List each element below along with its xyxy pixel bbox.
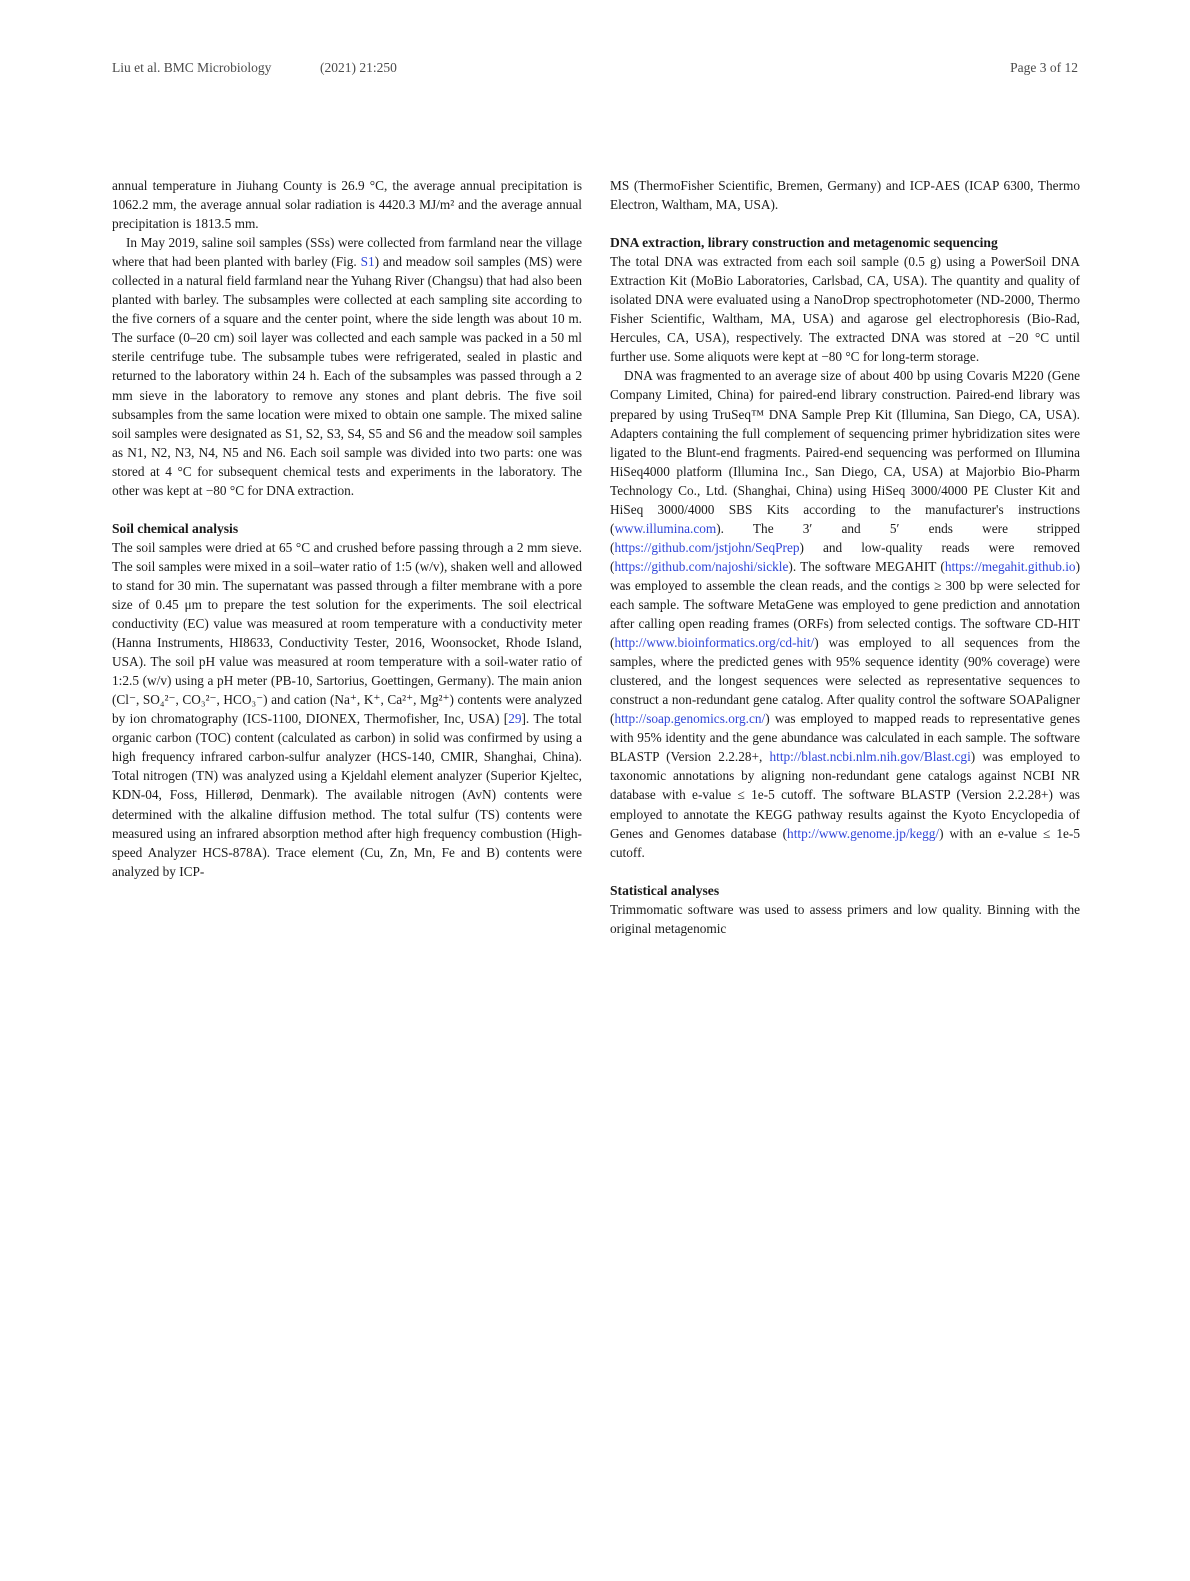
url-link[interactable]: https://github.com/najoshi/sickle: [614, 558, 789, 574]
text-run: ). The 3′ and 5′ ends were stripped (: [610, 520, 1080, 555]
paragraph: Trimmomatic software was used to assess primers and low quality. Binning with the original metagenomic: [610, 901, 1080, 936]
paragraph: [112, 233, 582, 500]
url-link[interactable]: http://www.bioinformatics.org/cd-hit/: [614, 635, 815, 651]
url-link[interactable]: www.illumina.com: [614, 520, 717, 536]
paragraph: [610, 366, 1080, 861]
url-link[interactable]: https://megahit.github.io: [944, 558, 1076, 574]
section-gap: [610, 214, 1080, 233]
reference-link[interactable]: 29: [508, 711, 522, 727]
section-heading: Statistical analyses: [610, 882, 720, 898]
article-volume: (2021) 21:250: [320, 60, 397, 75]
url-link[interactable]: http://www.genome.jp/kegg/: [787, 825, 940, 841]
text-run: ) was employed to all sequences from the samples, where the predicted genes with 95% sequence identity (90% coverage) were clustered, and the longest sequences were selected as representative sequences to construct a non-redundant gene catalog. After quality control the software SOAPaligner (: [610, 635, 1080, 727]
text-run: ]. The total organic carbon (TOC) content (calculated as carbon) in solid was confirmed by using a high frequency infrared carbon-sulfur analyzer (HCS-140, CMIR, Shanghai, China). Total nitrogen (TN) was analyzed using a Kjeldahl element analyzer (Superior Kjeltec, KDN-04, Foss, Hillerød, Denmark). The available nitrogen (AvN) contents were determined with the alkaline diffusion method. The total sulfur (TS) contents were measured using an infrared absorption method after high frequency combustion (High-speed Analyzer HCS-878A). Trace element (Cu, Zn, Mn, Fe and B) contents were analyzed by ICP-: [112, 711, 583, 879]
text-run: ) and low-quality reads were removed (: [610, 539, 1080, 574]
supplementary-figure-link[interactable]: S1: [360, 254, 375, 270]
text-run: ) with an e-value ≤ 1e-5 cutoff.: [610, 825, 1080, 860]
right-column: [610, 176, 1080, 938]
paragraph: [112, 538, 582, 881]
text-run: ) and meadow soil samples (MS) were collected in a natural field farmland near the Yuhang River (Changsu) that had also been planted with barley. The subsamples were collected at each sampling site according to the five corners of a square and the center point, where the side length was about 10 m. The surface (0–20 cm) soil layer was collected and each sample was packed in a 50 ml sterile centrifuge tube. The subsample tubes were refrigerated, sealed in plastic and returned to the laboratory within 24 h. Each of the subsamples was passed through a 2 mm sieve in the laboratory to remove any stones and plant debris. The five soil subsamples from the same location were mixed to obtain one sample. The mixed saline soil samples were designated as S1, S2, S3, S4, S5 and S6 and the meadow soil samples as N1, N2, N3, N4, N5 and N6. Each soil sample was divided into two parts: one was stored at 4 °C for subsequent chemical tests and experiments in the laboratory. The other was kept at −80 °C for DNA extraction.: [112, 254, 582, 498]
text-run: ) was employed to assemble the clean reads, and the contigs ≥ 300 bp were selected for each sample. The software MetaGene was employed to gene prediction and annotation after calling open reading frames (ORFs) from selected contigs. The software CD-HIT (: [610, 558, 1080, 651]
text-run: DNA was fragmented to an average size of about 400 bp using Covaris M220 (Gene Company Limited, China) for paired-end library construction. Paired-end library was prepared by using TruSeq™ DNA Sample Prep Kit (Illumina, San Diego, CA, USA). Adapters containing the full complement of sequencing primer hybridization sites were ligated to the Blunt-end fragments. Paired-end sequencing was performed on Illumina HiSeq4000 platform (Illumina Inc., San Diego, CA, USA) at Majorbio Bio-Pharm Technology Co., Ltd. (Shanghai, China) using HiSeq 3000/4000 PE Cluster Kit and HiSeq 3000/4000 SBS Kits according to the manufacturer's instructions (: [610, 368, 1080, 536]
section-heading: Soil chemical analysis: [112, 520, 239, 536]
page-number: Page 3 of 12: [1010, 60, 1078, 75]
paragraph: MS (ThermoFisher Scientific, Bremen, Germany) and ICP-AES (ICAP 6300, Thermo Electron, Waltham, MA, USA).: [610, 178, 1080, 213]
text-run: ). The software MEGAHIT (: [788, 558, 945, 574]
text-run: The soil samples were dried at 65 °C and crushed before passing through a 2 mm sieve. The soil samples were mixed in a soil–water ratio of 1:5 (w/v), shaken well and allowed to stand for 30 min. The supernatant was passed through a filter membrane with a pore size of 0.45 μm to prepare the test solution for the experiments. The soil electrical conductivity (EC) value was measured at room temperature with a conductivity meter (Hanna Instruments, HI8633, Conductivity Tester, 2016, Woonsocket, Rhode Island, USA). The soil pH value was measured at room temperature with a soil-water ratio of 1:2.5 (w/v) using a pH meter (PB-10, Sartorius, Goettingen, Germany). The main anion (Cl⁻, SO₄²⁻, CO₃²⁻, HCO₃⁻) and cation (Na⁺, K⁺, Ca²⁺, Mg²⁺) contents were analyzed by ion chromatography (ICS-1100, DIONEX, Thermofisher, Inc, USA) [: [112, 539, 582, 727]
section-gap: [610, 862, 1080, 881]
text-run: In May 2019, saline soil samples (SSs) were collected from farmland near the village where that had been planted with barley (Fig.: [112, 235, 582, 270]
journal-citation: Liu et al. BMC Microbiology: [112, 60, 272, 75]
text-run: ) was employed to taxonomic annotations by aligning non-redundant gene catalogs against NCBI NR database with e-value ≤ 1e-5 cutoff. The software BLASTP (Version 2.2.28+) was employed to annotate the KEGG pathway results against the Kyoto Encyclopedia of Genes and Genomes database (: [610, 749, 1081, 841]
section-gap: [112, 500, 582, 519]
section-heading: DNA extraction, library construction and metagenomic sequencing: [610, 235, 998, 251]
paragraph: annual temperature in Jiuhang County is 26.9 °C, the average annual precipitation is 1062.2 mm, the average annual solar radiation is 4420.3 MJ/m² and the average annual precipitation is 1813.5 mm.: [112, 178, 582, 232]
url-link[interactable]: http://blast.ncbi.nlm.nih.gov/Blast.cgi: [769, 749, 971, 765]
url-link[interactable]: https://github.com/jstjohn/SeqPrep: [614, 539, 800, 555]
text-run: ) was employed to mapped reads to representative genes with 95% identity and the gene abundance was calculated in each sample. The software BLASTP (Version 2.2.28+,: [610, 711, 1080, 765]
url-link[interactable]: http://soap.genomics.org.cn/: [614, 711, 766, 727]
left-column: [112, 176, 582, 881]
running-header: [112, 60, 1078, 82]
paragraph: The total DNA was extracted from each soil sample (0.5 g) using a PowerSoil DNA Extraction Kit (MoBio Laboratories, Carlsbad, CA, USA). The quantity and quality of isolated DNA were evaluated using a NanoDrop spectrophotometer (ND-2000, Thermo Fisher Scientific, Waltham, MA, USA) and agarose gel electrophoresis (Bio-Rad, Hercules, CA, USA), respectively. The extracted DNA was stored at −20 °C until further use. Some aliquots were kept at −80 °C for long-term storage.: [610, 254, 1080, 365]
